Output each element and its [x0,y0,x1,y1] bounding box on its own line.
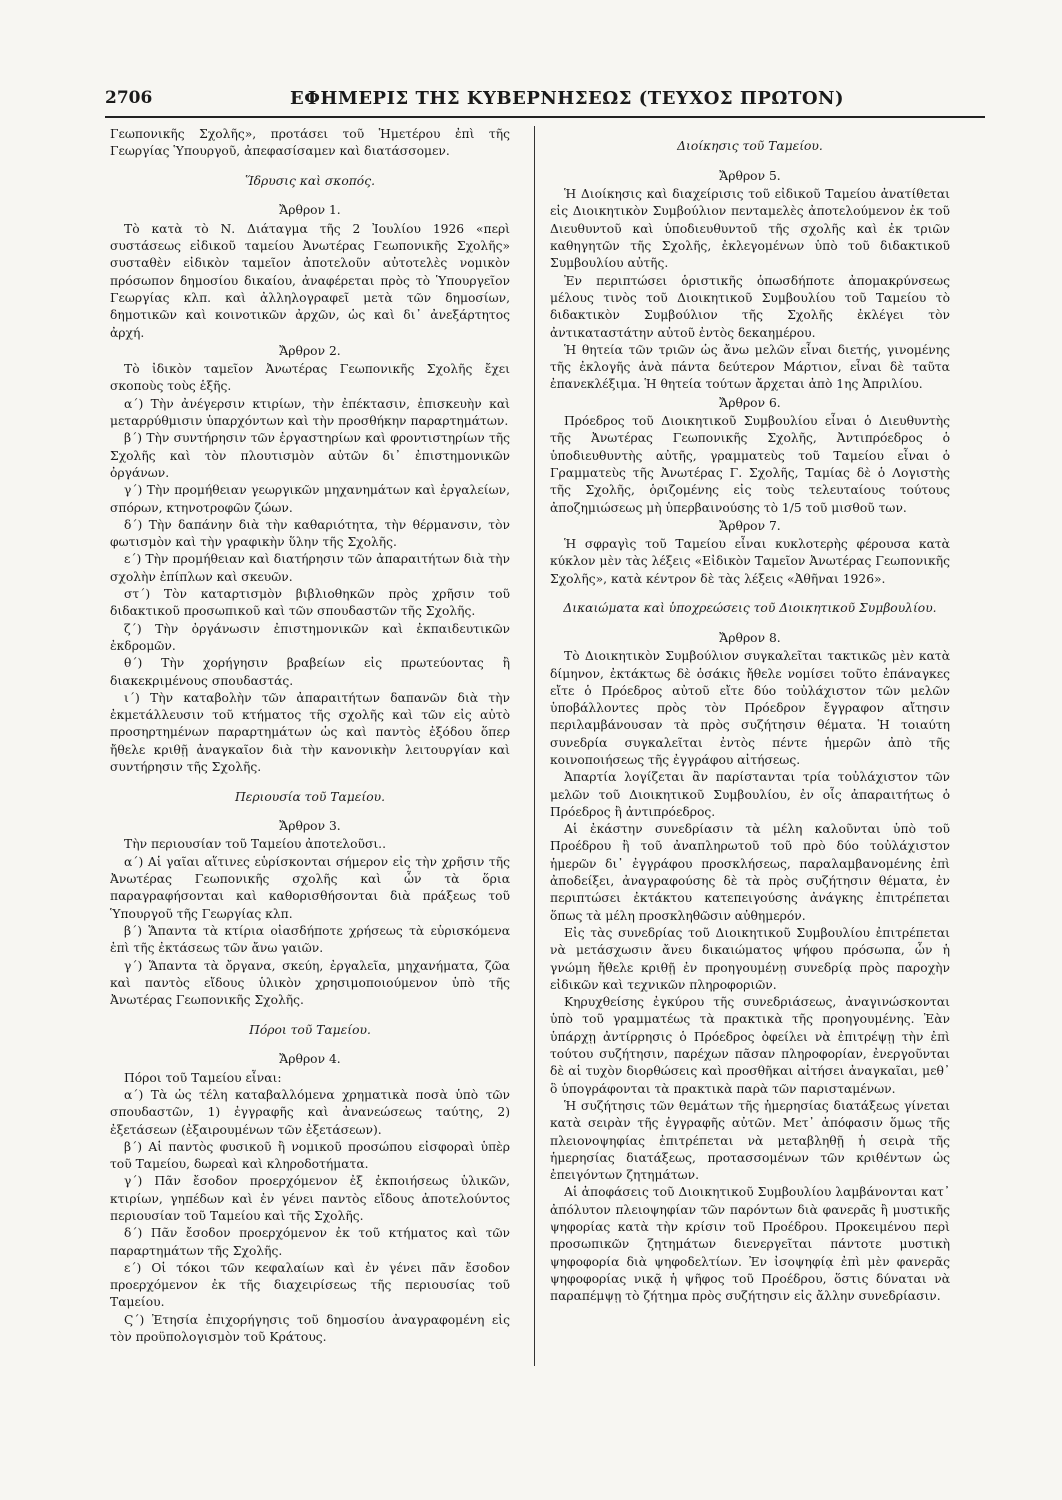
article-2-heading: Ἄρθρον 2. [279,343,341,358]
article-6-heading: Ἄρθρον 6. [719,395,781,410]
right-column [550,126,950,1376]
article-2-item-h: θ΄) Τὴν χορήγησιν βραβείων εἰς πρωτεύοντας ἢ διακεκριμένους σπουδαστάς. [110,656,510,688]
gazette-title: ΕΦΗΜΕΡΙΣ ΤΗΣ ΚΥΒΕΡΝΗΣΕΩΣ (ΤΕΥΧΟΣ ΠΡΩΤΟΝ) [290,88,844,109]
article-2-text: Τὸ ἰδικὸν ταμεῖον Ἀνωτέρας Γεωπονικῆς Σχολῆς ἔχει σκοποὺς τοὺς ἑξῆς. [110,362,510,394]
page-header [105,84,985,114]
header-rule [105,116,985,118]
article-4-item-d: δ΄) Πᾶν ἔσοδον προερχόμενον ἐκ τοῦ κτήματος καὶ τῶν παραρτημάτων τῆς Σχολῆς. [110,1226,510,1258]
article-8-text-d: Εἰς τὰς συνεδρίας τοῦ Διοικητικοῦ Συμβουλίου ἐπιτρέπεται νὰ μετάσχωσιν ἄνευ δικαιώματος ψήφου πρόσωπα, ὧν ἡ γνώμη ἤθελε κριθῇ ἐν προηγουμένῃ συνεδρίᾳ πρὸς παροχὴν εἰδικῶν καὶ τεχνικῶν πληροφοριῶν. [550,925,950,992]
article-5-heading: Ἄρθρον 5. [719,168,781,183]
section-heading-dikaiomata: Δικαιώματα καὶ ὑποχρεώσεις τοῦ Διοικητικοῦ Συμβουλίου. [563,601,937,616]
article-2-item-z: ζ΄) Τὴν ὀργάνωσιν ἐπιστημονικῶν καὶ ἐκπαιδευτικῶν ἐκδρομῶν. [110,621,510,653]
article-5-text-b: Ἐν περιπτώσει ὁριστικῆς ὁπωσδήποτε ἀπομακρύνσεως μέλους τινὸς τοῦ Διοικητικοῦ Συμβουλίου τοῦ Ταμείου τὸ διδακτικὸν Συμβούλιον τῆς Σχολῆς ἐκλέγει τὸν ἀντικαταστάτην αὐτοῦ ἐντὸς δεκαημέρου. [550,273,950,340]
article-2-item-a: α΄) Τὴν ἀνέγερσιν κτιρίων, τὴν ἐπέκτασιν, ἐπισκευὴν καὶ μεταρρύθμισιν ὑπαρχόντων καὶ τὴν προσθήκην παραρτημάτων. [110,396,510,429]
article-2-item-i: ι΄) Τὴν καταβολὴν τῶν ἀπαραιτήτων δαπανῶν διὰ τὴν ἐκμετάλλευσιν τοῦ κτήματος τῆς σχολῆς καὶ τῶν εἰς αὐτὸ προσηρτημένων παραρτημάτων ὡς καὶ παντὸς ἐξόδου ὅπερ ἤθελε κριθῇ ἀναγκαῖον διὰ τὴν κανονικὴν λειτουργίαν καὶ συντήρησιν τῆς Σχολῆς. [110,690,510,774]
article-3-item-a: α΄) Αἱ γαῖαι αἵτινες εὑρίσκονται σήμερον εἰς τὴν χρῆσιν τῆς Ἀνωτέρας Γεωπονικῆς σχολῆς καὶ ὧν τὰ ὅρια παραγραφήσονται καὶ καθορισθήσονται διὰ πράξεως τοῦ Ὑπουργοῦ τῆς Γεωργίας κλπ. [110,854,510,921]
article-8-text-e: Κηρυχθείσης ἐγκύρου τῆς συνεδριάσεως, ἀναγινώσκονται ὑπὸ τοῦ γραμματέως τὰ πρακτικὰ τῆς προηγουμένης. Ἐὰν ὑπάρχῃ ἀντίρρησις ὁ Πρόεδρος ὀφείλει νὰ ἐπιτρέψῃ τὴν ἐπὶ τούτου συζήτησιν, παρέχων πᾶσαν πληροφορίαν, ἐνεργοῦνται δὲ αἱ τυχὸν διορθώσεις καὶ προσθῆκαι αἰτήσει ἀναγκαῖαι, μεθ᾽ ὃ ὑπογράφονται τὰ πρακτικὰ παρὰ τῶν παρισταμένων. [550,995,950,1096]
section-heading-dioikisis: Διοίκησις τοῦ Ταμείου. [677,139,823,154]
article-5-text: Ἡ Διοίκησις καὶ διαχείρισις τοῦ εἰδικοῦ Ταμείου ἀνατίθεται εἰς Διοικητικὸν Συμβούλιον πενταμελὲς ἀποτελούμενον ἐκ τοῦ Διευθυντοῦ καὶ ὑποδιευθυντοῦ τῆς σχολῆς καὶ ἐκ τριῶν καθηγητῶν τῆς Σχολῆς, ἐκλεγομένων ὑπὸ τοῦ διδακτικοῦ Συμβουλίου αὐτῆς. [550,187,950,271]
article-3-item-c: γ΄) Ἅπαντα τὰ ὄργανα, σκεύη, ἐργαλεῖα, μηχανήματα, ζῶα καὶ παντὸς εἴδους ὑλικὸν χρησιμοποιούμενον ὑπὸ τῆς Ἀνωτέρας Γεωπονικῆς Σχολῆς. [110,958,510,1008]
section-heading-periousia: Περιουσία τοῦ Ταμείου. [235,789,385,804]
article-8-heading: Ἄρθρον 8. [719,630,781,645]
article-2-item-c: γ΄) Τὴν προμήθειαν γεωργικῶν μηχανημάτων καὶ ἐργαλείων, σπόρων, κτηνοτροφῶν ζώων. [110,483,510,515]
left-column [110,126,510,1376]
article-2-item-d: δ΄) Τὴν δαπάνην διὰ τὴν καθαριότητα, τὴν θέρμανσιν, τὸν φωτισμὸν καὶ τὴν γραφικὴν ὕλην τῆς Σχολῆς. [110,517,510,550]
article-4-heading: Ἄρθρον 4. [279,1052,341,1067]
article-8-text-c: Αἱ ἐκάστην συνεδρίασιν τὰ μέλη καλοῦνται ὑπὸ τοῦ Προέδρου ἢ τοῦ ἀναπληρωτοῦ τοῦ πρὸ δύο τοὐλάχιστον ἡμερῶν δι᾽ ἐγγράφου προσκλήσεως, παραλαμβανομένης ἐπὶ ἀποδείξει, ἀναγραφούσης δὲ τὰ πρὸς συζήτησιν θέματα, ἐν περιπτώσει ἐκτάκτου κατεπειγούσης ἀνάγκης ἐπιτρέπεται ὅπως τὰ μέλη προσκληθῶσιν αὐθημερόν. [550,822,950,923]
article-2-item-e: ε΄) Τὴν προμήθειαν καὶ διατήρησιν τῶν ἀπαραιτήτων διὰ τὴν σχολὴν ἐπίπλων καὶ σκευῶν. [110,552,510,584]
article-4-item-a: α΄) Τὰ ὡς τέλη καταβαλλόμενα χρηματικὰ ποσὰ ὑπὸ τῶν σπουδαστῶν, 1) ἐγγραφῆς καὶ ἀνανεώσεως ταύτης, 2) ἐξετάσεων (ἐξαιρουμένων τῶν ἐξετάσεων). [110,1087,510,1137]
article-1-heading: Ἄρθρον 1. [279,203,341,218]
article-8-text: Τὸ Διοικητικὸν Συμβούλιον συγκαλεῖται τακτικῶς μὲν κατὰ δίμηνον, ἐκτάκτως δὲ ὁσάκις ἤθελε νομίσει τοῦτο ἐπάναγκες εἴτε ὁ Πρόεδρος αὐτοῦ εἴτε δύο τοὐλάχιστον τῶν μελῶν ὑποβάλλοντες πρὸς τὸν Πρόεδρον ἔγγραφον αἴτησιν περιλαμβάνουσαν τὰ πρὸς συζήτησιν θέματα. Ἡ τοιαύτη συνεδρία συγκαλεῖται ἐντὸς πέντε ἡμερῶν ἀπὸ τῆς κοινοποιήσεως τῆς ἐγγράφου αἰτήσεως. [550,649,950,767]
article-3-heading: Ἄρθρον 3. [279,819,341,834]
article-8-text-f: Ἡ συζήτησις τῶν θεμάτων τῆς ἡμερησίας διατάξεως γίνεται κατὰ σειρὰν τῆς ἐγγραφῆς αὐτῶν. Μετ᾽ ἀπόφασιν ὅμως τῆς πλειονοψηφίας ἐπιτρέπεται νὰ μεταβληθῇ ἡ σειρὰ τῆς ἡμερησίας διατάξεως, προτασσομένων τῶν κριθέντων ὡς ἐπειγόντων ζητημάτων. [550,1098,950,1183]
column-divider [534,126,535,1366]
article-5-text-c: Ἡ θητεία τῶν τριῶν ὡς ἄνω μελῶν εἶναι διετής, γινομένης τῆς ἐκλογῆς ἀνὰ πάντα δεύτερον Μάρτιον, εἶναι δὲ ταῦτα ἐπανεκλέξιμα. Ἡ θητεία τούτων ἄρχεται ἀπὸ 1ης Ἀπριλίου. [550,342,950,392]
article-6-text: Πρόεδρος τοῦ Διοικητικοῦ Συμβουλίου εἶναι ὁ Διευθυντὴς τῆς Ἀνωτέρας Γεωπονικῆς Σχολῆς, Ἀντιπρόεδρος ὁ ὑποδιευθυντὴς αὐτῆς, γραμματεὺς τοῦ Ταμείου εἶναι ὁ Γραμματεὺς τῆς Ἀνωτέρας Γ. Σχολῆς, Ταμίας δὲ ὁ Λογιστὴς τῆς Σχολῆς, ὁριζομένης εἰς τοὺς τελευταίους τούτους ἀποζημιώσεως μὴ ὑπερβαινούσης τὸ 1/5 τοῦ μισθοῦ των. [550,414,950,515]
section-heading-poroi: Πόροι τοῦ Ταμείου. [249,1022,371,1037]
article-4-item-b: β΄) Αἱ παντὸς φυσικοῦ ἢ νομικοῦ προσώπου εἰσφοραὶ ὑπὲρ τοῦ Ταμείου, δωρεαὶ καὶ κληροδοτήματα. [110,1139,510,1172]
article-8-text-g: Αἱ ἀποφάσεις τοῦ Διοικητικοῦ Συμβουλίου λαμβάνονται κατ᾽ ἀπόλυτον πλειοψηφίαν τῶν παρόντων διὰ φανερᾶς ἢ μυστικῆς ψηφορίας κατὰ τὴν κρίσιν τοῦ Προέδρου. Προκειμένου περὶ προσωπικῶν ζητημάτων διενεργεῖται πάντοτε μυστικὴ ψηφοφορία διὰ ψηφοδελτίων. Ἐν ἰσοψηφίᾳ ἐπὶ μὲν φανερᾶς ψηφοφορίας νικᾷ ἡ ψῆφος τοῦ Προέδρου, ὅστις δύναται νὰ παραπέμψῃ τὸ ζήτημα πρὸς συζήτησιν εἰς ἄλλην συνεδρίασιν. [550,1185,950,1304]
article-2-item-st: στ΄) Τὸν καταρτισμὸν βιβλιοθηκῶν πρὸς χρῆσιν τοῦ διδακτικοῦ προσωπικοῦ καὶ τῶν σπουδαστῶν τῆς Σχολῆς. [110,587,510,619]
article-2-item-b: β΄) Τὴν συντήρησιν τῶν ἐργαστηρίων καὶ φροντιστηρίων τῆς Σχολῆς καὶ τὸν πλουτισμὸν αὐτῶν δι᾽ ἐπιστημονικῶν ὀργάνων. [110,431,510,480]
article-7-heading: Ἄρθρον 7. [719,518,781,533]
article-1-text: Τὸ κατὰ τὸ Ν. Διάταγμα τῆς 2 Ἰουλίου 1926 «περὶ συστάσεως εἰδικοῦ ταμείου Ἀνωτέρας Γεωπονικῆς Σχολῆς» συσταθὲν εἰδικὸν ταμεῖον ἀποτελοῦν αὐτοτελὲς νομικὸν πρόσωπον δημοσίου δικαίου, ἀναφέρεται πρὸς τὸ Ὑπουργεῖον Γεωργίας κλπ. καὶ ἀλληλογραφεῖ μετὰ τῶν δημοσίων, δημοτικῶν καὶ κοινοτικῶν ἀρχῶν, ὡς καὶ δι᾽ ἀνεξάρτητος ἀρχή. [110,221,510,340]
article-4-item-e: ε΄) Οἱ τόκοι τῶν κεφαλαίων καὶ ἐν γένει πᾶν ἔσοδον προερχόμενον ἐκ τῆς διαχειρίσεως τῆς περιουσίας τοῦ Ταμείου. [110,1260,510,1310]
article-4-text: Πόροι τοῦ Ταμείου εἶναι: [124,1070,282,1085]
article-4-item-st: Ϛ΄) Ἐτησία ἐπιχορήγησις τοῦ δημοσίου ἀναγραφομένη εἰς τὸν προϋπολογισμὸν τοῦ Κράτους. [110,1312,510,1345]
page-number: 2706 [105,88,153,108]
article-8-text-b: Ἀπαρτία λογίζεται ἂν παρίστανται τρία τοὐλάχιστον τῶν μελῶν τοῦ Διοικητικοῦ Συμβουλίου, ἐν οἷς ἀπαραιτήτως ὁ Πρόεδρος ἢ ἀντιπρόεδρος. [550,770,950,819]
article-3-item-b: β΄) Ἅπαντα τὰ κτίρια οἰασδήποτε χρήσεως τὰ εὑρισκόμενα ἐπὶ τῆς ἐκτάσεως τῶν ἄνω γαιῶν. [110,923,510,956]
article-3-text: Τὴν περιουσίαν τοῦ Ταμείου ἀποτελοῦσι.. [124,837,386,852]
article-7-text: Ἡ σφραγὶς τοῦ Ταμείου εἶναι κυκλοτερὴς φέρουσα κατὰ κύκλον μὲν τὰς λέξεις «Εἰδικὸν Ταμεῖον Ἀνωτέρας Γεωπονικῆς Σχολῆς», κατὰ κέντρον δὲ τὰς λέξεις «Ἀθῆναι 1926». [550,537,950,586]
article-4-item-c: γ΄) Πᾶν ἔσοδον προερχόμενον ἐξ ἐκποιήσεως ὑλικῶν, κτιρίων, γηπέδων καὶ ἐν γένει παντὸς εἴδους ἀποτελούντος περιουσίαν τοῦ Ταμείου καὶ τῆς Σχολῆς. [110,1174,510,1223]
intro-paragraph: Γεωπονικῆς Σχολῆς», προτάσει τοῦ Ἡμετέρου ἐπὶ τῆς Γεωργίας Ὑπουργοῦ, ἀπεφασίσαμεν καὶ διατάσσομεν. [110,127,510,159]
section-heading-idrysis: Ἵδρυσις καὶ σκοπός. [244,173,376,188]
